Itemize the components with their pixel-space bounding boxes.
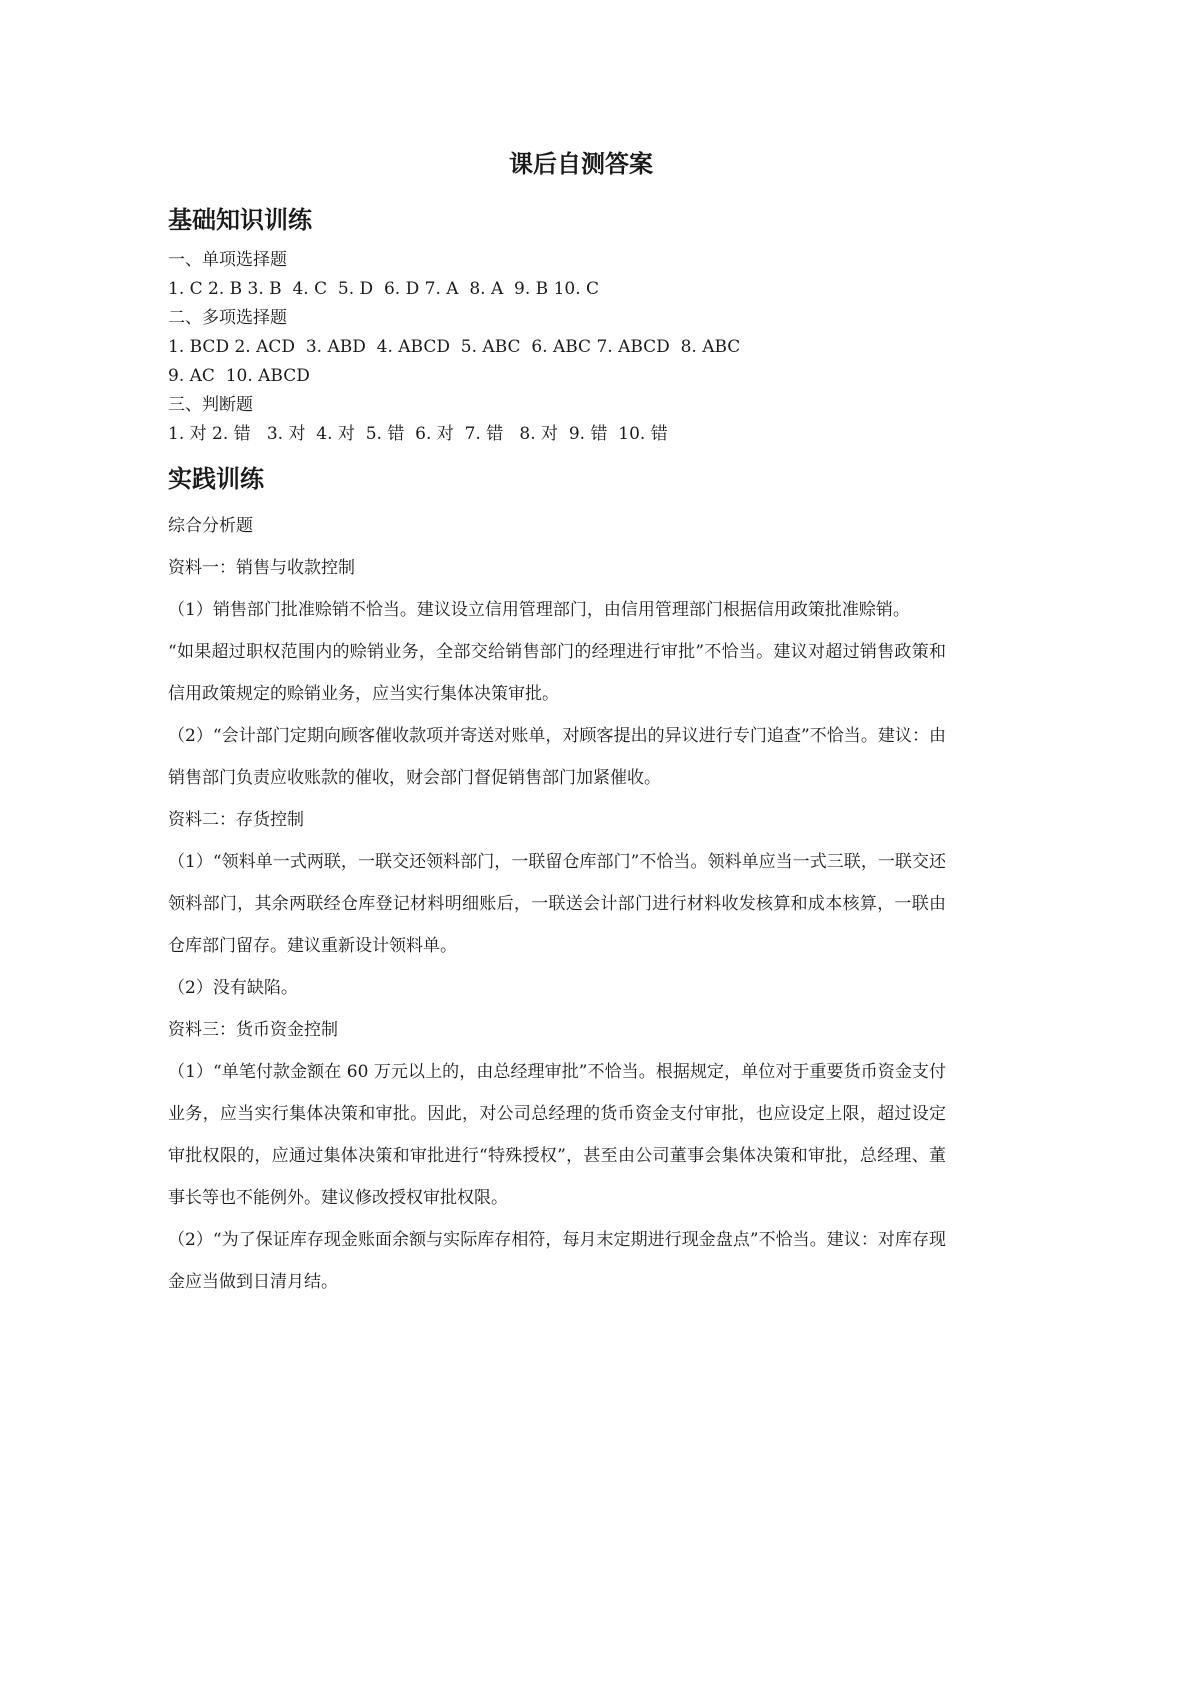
multiple-choice-answers-line1: 1. BCD 2. ACD 3. ABD 4. ABCD 5. ABC 6. ABC 7. ABCD 8. ABC bbox=[168, 337, 741, 357]
material-2-label: 资料二：存货控制 bbox=[168, 810, 304, 830]
material-2-section bbox=[168, 799, 946, 1009]
material-3-paragraph-1: （1）“单笔付款金额在 60 万元以上的，由总经理审批”不恰当。根据规定，单位对于重要货币资金支付业务，应当实行集体决策和审批。因此，对公司总经理的货币资金支付审批，也应设定上限，超过设定审批权限的，应通过集体决策和审批进行“特殊授权”，甚至由公司董事会集体决策和审批，总经理、董事长等也不能例外。建议修改授权审批权限。 bbox=[168, 1062, 946, 1208]
material-1-section bbox=[168, 547, 946, 799]
true-false-section bbox=[168, 391, 946, 449]
true-false-label: 三、判断题 bbox=[168, 395, 253, 415]
section-heading-basic: 基础知识训练 bbox=[168, 206, 312, 234]
true-false-answers: 1. 对 2. 错 3. 对 4. 对 5. 错 6. 对 7. 错 8. 对 9. 错 10. 错 bbox=[168, 424, 668, 444]
material-1-paragraph-1: （1）销售部门批准赊销不恰当。建议设立信用管理部门，由信用管理部门根据信用政策批准赊销。 bbox=[168, 600, 910, 620]
multiple-choice-section bbox=[168, 304, 946, 391]
material-3-label: 资料三：货币资金控制 bbox=[168, 1020, 338, 1040]
material-1-label: 资料一：销售与收款控制 bbox=[168, 558, 355, 578]
single-choice-answers: 1. C 2. B 3. B 4. C 5. D 6. D 7. A 8. A 9. B 10. C bbox=[168, 279, 600, 299]
section-heading-practice: 实践训练 bbox=[168, 465, 264, 493]
single-choice-label: 一、单项选择题 bbox=[168, 250, 287, 270]
single-choice-section bbox=[168, 246, 946, 304]
material-3-paragraph-2: （2）“为了保证库存现金账面余额与实际库存相符，每月末定期进行现金盘点”不恰当。建议：对库存现金应当做到日清月结。 bbox=[168, 1230, 946, 1292]
multiple-choice-answers-line2: 9. AC 10. ABCD bbox=[168, 366, 310, 386]
material-3-section bbox=[168, 1009, 946, 1303]
material-2-paragraph-2: （2）没有缺陷。 bbox=[168, 978, 298, 998]
multiple-choice-label: 二、多项选择题 bbox=[168, 308, 287, 328]
material-2-paragraph-1: （1）“领料单一式两联，一联交还领料部门，一联留仓库部门”不恰当。领料单应当一式三联，一联交还领料部门，其余两联经仓库登记材料明细账后，一联送会计部门进行材料收发核算和成本核算，一联由仓库部门留存。建议重新设计领料单。 bbox=[168, 852, 946, 956]
material-1-paragraph-3: （2）“会计部门定期向顾客催收款项并寄送对账单，对顾客提出的异议进行专门追查”不恰当。建议：由销售部门负责应收账款的催收，财会部门督促销售部门加紧催收。 bbox=[168, 726, 946, 788]
page-title: 课后自测答案 bbox=[509, 150, 653, 178]
material-1-paragraph-2: “如果超过职权范围内的赊销业务，全部交给销售部门的经理进行审批”不恰当。建议对超过销售政策和信用政策规定的赊销业务，应当实行集体决策审批。 bbox=[168, 642, 946, 704]
document-page bbox=[168, 148, 946, 1303]
question-type-label: 综合分析题 bbox=[168, 516, 253, 536]
